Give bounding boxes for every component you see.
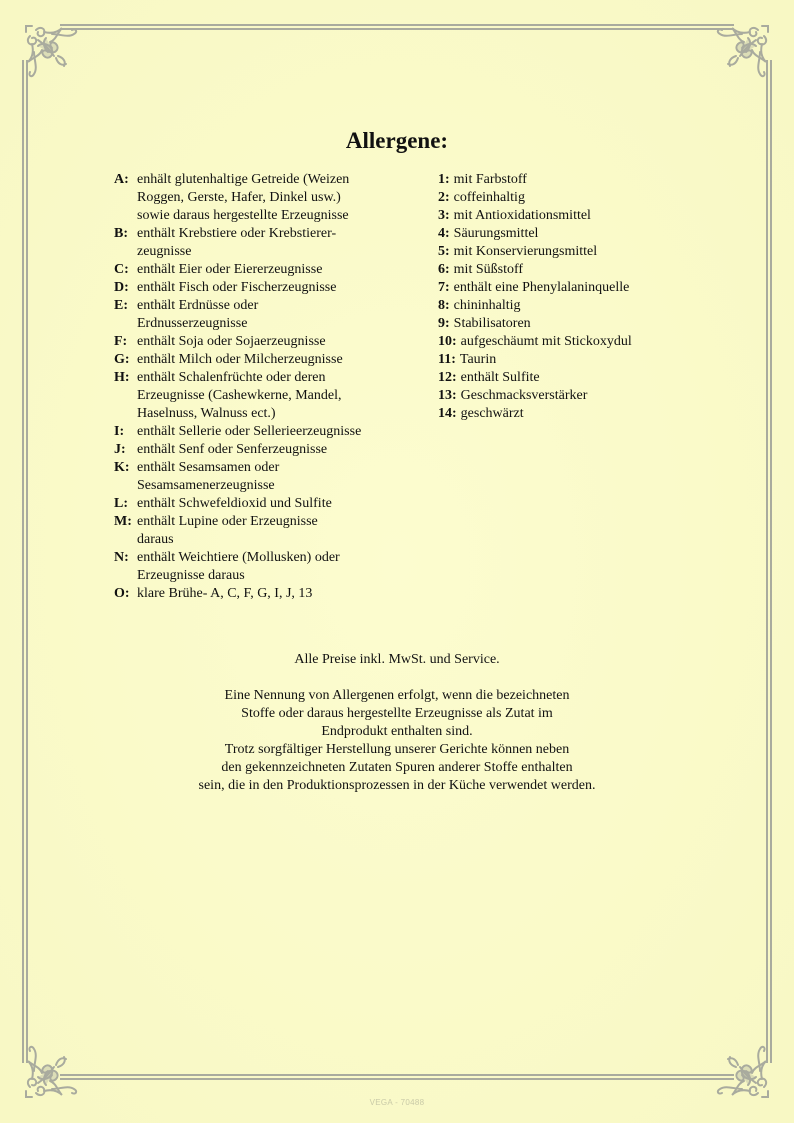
allergen-item xyxy=(114,333,414,351)
item-key: 9: xyxy=(438,316,450,331)
item-text: aufgeschäumt mit Stickoxydul xyxy=(460,334,632,349)
item-key: 1: xyxy=(438,172,450,187)
item-text: enthält Sellerie oder Sellerieerzeugnisse xyxy=(137,424,362,439)
item-text: enthält Eier oder Eiererzeugnisse xyxy=(137,262,323,277)
allergen-item xyxy=(114,225,414,261)
item-key: B: xyxy=(114,226,128,241)
item-key: 10: xyxy=(438,334,457,349)
item-key: 12: xyxy=(438,370,457,385)
item-text: enthält Sulfite xyxy=(460,370,540,385)
additive-item xyxy=(438,207,698,225)
allergen-item xyxy=(114,495,414,513)
item-key: 6: xyxy=(438,262,450,277)
item-text: Taurin xyxy=(459,352,497,367)
additive-item xyxy=(438,225,698,243)
item-key: J: xyxy=(114,442,126,457)
item-text: Geschmacksverstärker xyxy=(460,388,588,403)
item-key: G: xyxy=(114,352,130,367)
item-text: enhält glutenhaltige Getreide (Weizen Roggen, Gerste, Hafer, Dinkel usw.) sowie daraus hergestellte Erzeugnisse xyxy=(137,172,350,223)
item-key: 5: xyxy=(438,244,450,259)
corner-ornament-icon xyxy=(702,22,772,92)
item-key: M: xyxy=(114,514,132,529)
additive-item xyxy=(438,171,698,189)
corner-ornament-icon xyxy=(22,1031,92,1101)
item-key: 14: xyxy=(438,406,457,421)
additive-item xyxy=(438,351,698,369)
allergen-item xyxy=(114,459,414,495)
additive-item xyxy=(438,243,698,261)
item-key: I: xyxy=(114,424,125,439)
allergen-item xyxy=(114,513,414,549)
additive-item xyxy=(438,297,698,315)
item-key: D: xyxy=(114,280,129,295)
item-key: H: xyxy=(114,370,130,385)
item-text: klare Brühe- A, C, F, G, I, J, 13 xyxy=(137,586,313,601)
item-key: 2: xyxy=(438,190,450,205)
item-text: mit Antioxidationsmittel xyxy=(453,208,591,223)
item-key: 7: xyxy=(438,280,450,295)
item-key: N: xyxy=(114,550,129,565)
item-text: chininhaltig xyxy=(453,298,521,313)
allergen-item xyxy=(114,423,414,441)
item-text: enthält Soja oder Sojaerzeugnisse xyxy=(137,334,326,349)
allergen-item xyxy=(114,171,414,225)
additive-item xyxy=(438,405,698,423)
allergen-disclaimer: Eine Nennung von Allergenen erfolgt, wenn die bezeichneten Stoffe oder daraus hergestellte Erzeugnisse als Zutat im Endprodukt enthalten sind. Trotz sorgfältiger Herstellung unserer Gerichte können neben den gekennzeichneten Zutaten Spuren anderer Stoffe enthalten sein, die in den Produktionsprozessen in der Küche verwendet werden. xyxy=(198,688,596,793)
item-key: 4: xyxy=(438,226,450,241)
allergen-item xyxy=(114,297,414,333)
item-text: enthält Senf oder Senferzeugnisse xyxy=(137,442,328,457)
item-text: enthält Sesamsamen oder Sesamsamenerzeugnisse xyxy=(137,460,280,493)
allergen-item xyxy=(114,441,414,459)
allergen-item xyxy=(114,549,414,585)
allergen-item xyxy=(114,279,414,297)
item-text: enthält eine Phenylalaninquelle xyxy=(453,280,630,295)
item-key: E: xyxy=(114,298,128,313)
additive-item xyxy=(438,369,698,387)
item-key: 3: xyxy=(438,208,450,223)
page-title: Allergene: xyxy=(345,128,449,153)
item-text: mit Farbstoff xyxy=(453,172,527,187)
additive-item xyxy=(438,279,698,297)
item-text: coffeinhaltig xyxy=(453,190,525,205)
additive-item xyxy=(438,189,698,207)
corner-ornament-icon xyxy=(702,1031,772,1101)
additive-item xyxy=(438,333,698,351)
item-key: A: xyxy=(114,172,129,187)
item-key: K: xyxy=(114,460,130,475)
border-top xyxy=(60,24,734,30)
item-text: enthält Schalenfrüchte oder deren Erzeugnisse (Cashewkerne, Mandel, Haselnuss, Walnuss ect.) xyxy=(137,370,342,421)
item-text: enthält Milch oder Milcherzeugnisse xyxy=(137,352,343,367)
item-text: enthält Fisch oder Fischerzeugnisse xyxy=(137,280,337,295)
item-text: Stabilisatoren xyxy=(453,316,531,331)
item-text: Säurungsmittel xyxy=(453,226,539,241)
item-key: 8: xyxy=(438,298,450,313)
item-key: 11: xyxy=(438,352,456,367)
allergen-item xyxy=(114,369,414,423)
watermark-code: VEGA - 70488 xyxy=(369,1098,425,1107)
item-key: 13: xyxy=(438,388,457,403)
border-right xyxy=(766,60,772,1063)
item-text: enthält Krebstiere oder Krebstierer- zeugnisse xyxy=(137,226,337,259)
item-key: O: xyxy=(114,586,130,601)
item-text: geschwärzt xyxy=(460,406,524,421)
additive-item xyxy=(438,261,698,279)
additive-item xyxy=(438,387,698,405)
item-text: enthält Lupine oder Erzeugnisse daraus xyxy=(137,514,318,547)
allergen-item xyxy=(114,261,414,279)
item-key: L: xyxy=(114,496,128,511)
item-text: enthält Schwefeldioxid und Sulfite xyxy=(137,496,332,511)
allergen-item xyxy=(114,585,414,603)
item-key: F: xyxy=(114,334,128,349)
border-bottom xyxy=(60,1074,734,1080)
corner-ornament-icon xyxy=(22,22,92,92)
allergen-list xyxy=(114,171,414,603)
border-left xyxy=(22,60,28,1063)
allergen-item xyxy=(114,351,414,369)
additive-list xyxy=(438,171,698,423)
prices-note: Alle Preise inkl. MwSt. und Service. xyxy=(294,652,500,667)
item-text: enthält Weichtiere (Mollusken) oder Erzeugnisse daraus xyxy=(137,550,340,583)
item-text: enthält Erdnüsse oder Erdnusserzeugnisse xyxy=(137,298,259,331)
item-text: mit Konservierungsmittel xyxy=(453,244,598,259)
additive-item xyxy=(438,315,698,333)
item-key: C: xyxy=(114,262,129,277)
item-text: mit Süßstoff xyxy=(453,262,524,277)
